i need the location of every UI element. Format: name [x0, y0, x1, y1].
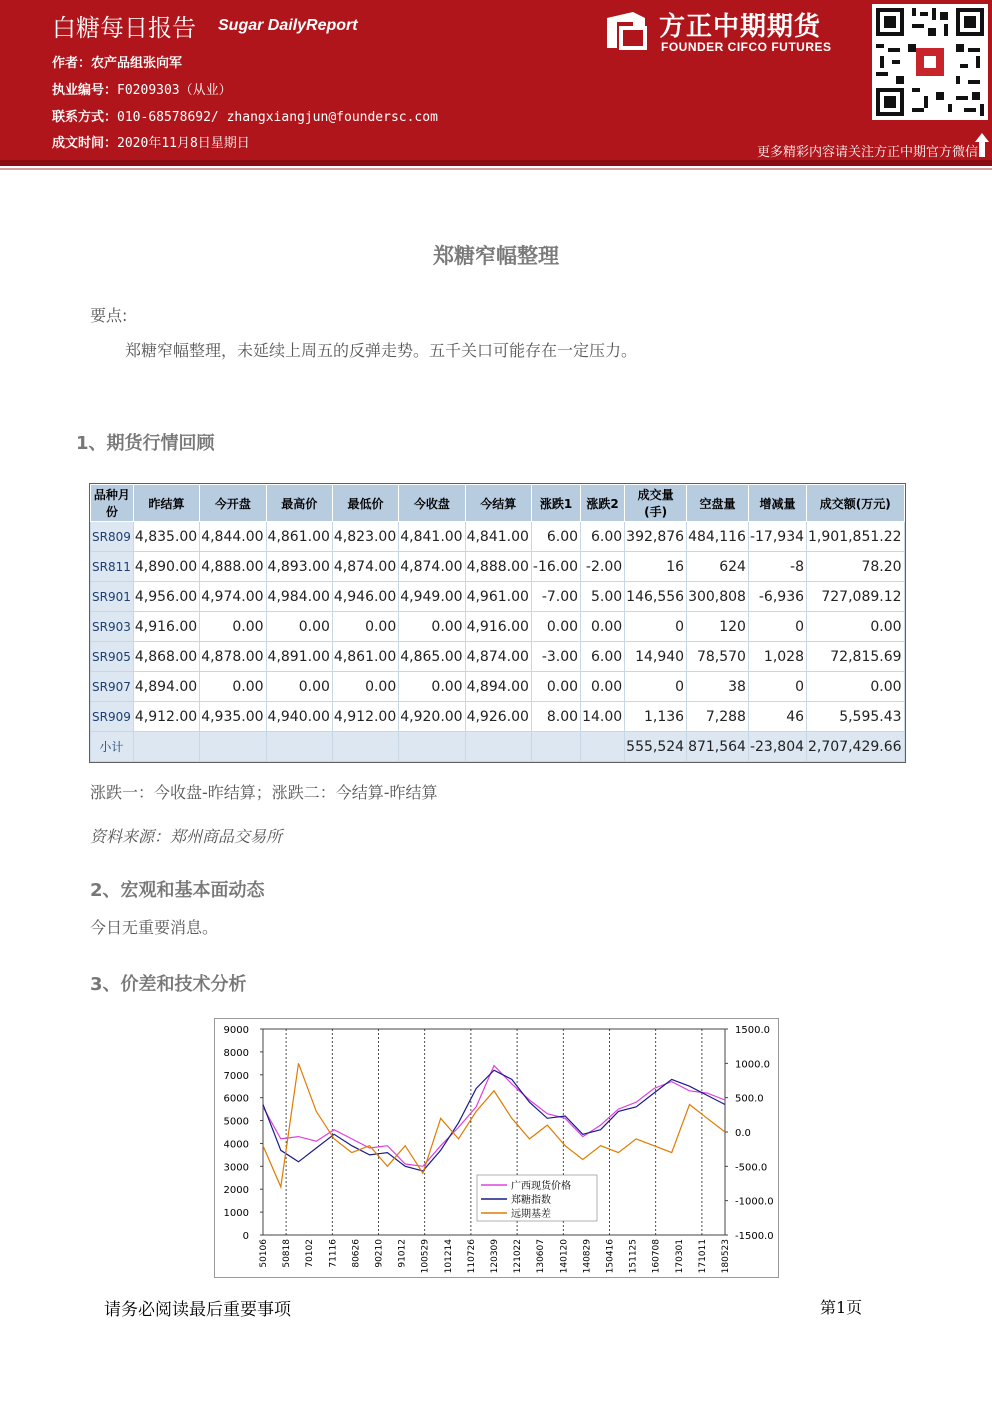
table-header: 品种月份: [91, 485, 134, 522]
logo-text-en: FOUNDER CIFCO FUTURES: [661, 40, 832, 54]
legend-label: 广西现货价格: [511, 1181, 571, 1192]
table-cell: [133, 732, 199, 762]
table-cell: -16.00: [531, 552, 580, 582]
keypoints-label: 要点:: [90, 306, 128, 325]
table-cell: 727,089.12: [807, 582, 905, 612]
table-cell: 14,940: [625, 642, 687, 672]
table-cell: 6.00: [531, 522, 580, 552]
table-header: 空盘量: [687, 485, 749, 522]
table-cell: -3.00: [531, 642, 580, 672]
y-left-tick-label: 1000: [223, 1208, 249, 1220]
table-cell: [399, 732, 465, 762]
table-cell: 4,890.00: [133, 552, 199, 582]
follow-wechat-text: 更多精彩内容请关注方正中期官方微信: [756, 145, 978, 160]
table-cell: 7,288: [687, 702, 749, 732]
contract-code-cell: SR901: [91, 582, 134, 612]
y-left-tick-label: 2000: [223, 1185, 249, 1197]
page-number: 第1页: [820, 1298, 863, 1317]
wechat-qr-code-icon: [872, 4, 988, 120]
table-cell: 4,940.00: [266, 702, 332, 732]
section-3-heading: 3、价差和技术分析: [90, 974, 247, 995]
table-cell: 4,868.00: [133, 642, 199, 672]
contract-code-cell: SR907: [91, 672, 134, 702]
table-cell: 4,920.00: [399, 702, 465, 732]
x-tick-label: 160708: [651, 1239, 662, 1274]
author-label: 作者：: [52, 56, 92, 71]
table-cell: [332, 732, 398, 762]
table-summary-row: [91, 732, 905, 762]
table-cell: -17,934: [748, 522, 806, 552]
futures-quote-table: [90, 484, 905, 762]
x-tick-label: 50106: [259, 1239, 269, 1268]
table-cell: 0.00: [332, 672, 398, 702]
x-tick-label: 130607: [536, 1239, 547, 1274]
table-cell: [266, 732, 332, 762]
table-cell: 4,844.00: [200, 522, 266, 552]
table-cell: 4,916.00: [465, 612, 531, 642]
table-cell: 146,556: [625, 582, 687, 612]
table-cell: 300,808: [687, 582, 749, 612]
table-cell: -23,804: [748, 732, 806, 762]
table-cell: 4,894.00: [133, 672, 199, 702]
license-label: 执业编号：: [52, 83, 118, 98]
table-cell: 14.00: [581, 702, 625, 732]
section-1-heading: 1、期货行情回顾: [76, 433, 215, 454]
x-tick-label: 140829: [582, 1239, 593, 1274]
change-definition-note: 涨跌一：今收盘-昨结算；涨跌二：今结算-昨结算: [90, 783, 438, 802]
keypoints-text: 郑糖窄幅整理，未延续上周五的反弹走势。五千关口可能存在一定压力。: [125, 341, 638, 360]
date-line: [52, 132, 250, 151]
table-header: 今收盘: [399, 485, 465, 522]
table-cell: 4,956.00: [133, 582, 199, 612]
table-header-row: [91, 485, 905, 522]
table-cell: -8: [748, 552, 806, 582]
table-cell: [465, 732, 531, 762]
table-cell: 16: [625, 552, 687, 582]
table-cell: 0.00: [581, 612, 625, 642]
table-cell: 0.00: [581, 672, 625, 702]
y-left-tick-label: 3000: [223, 1162, 249, 1174]
table-cell: 4,888.00: [465, 552, 531, 582]
table-cell: 0: [625, 672, 687, 702]
table-cell: 624: [687, 552, 749, 582]
table-cell: 0.00: [399, 672, 465, 702]
section-2-text: 今日无重要消息。: [90, 918, 219, 937]
x-tick-label: 121022: [513, 1239, 524, 1274]
table-cell: 4,823.00: [332, 522, 398, 552]
x-tick-label: 101214: [443, 1239, 454, 1274]
table-cell: 6.00: [581, 642, 625, 672]
table-cell: 4,841.00: [465, 522, 531, 552]
table-cell: 0.00: [807, 612, 905, 642]
table-cell: 0.00: [807, 672, 905, 702]
table-cell: 38: [687, 672, 749, 702]
x-tick-label: 171011: [697, 1239, 708, 1274]
company-logo: [603, 6, 863, 58]
author-value: 农产品组张向军: [91, 56, 183, 71]
table-cell: 78.20: [807, 552, 905, 582]
y-left-tick-label: 8000: [223, 1047, 249, 1059]
contract-code-cell: SR905: [91, 642, 134, 672]
contract-code-cell: SR809: [91, 522, 134, 552]
table-header: 涨跌2: [581, 485, 625, 522]
contact-label: 联系方式：: [52, 110, 118, 125]
table-cell: 72,815.69: [807, 642, 905, 672]
contract-code-cell: 小计: [91, 732, 134, 762]
x-tick-label: 50818: [282, 1239, 293, 1268]
table-cell: 4,888.00: [200, 552, 266, 582]
table-row: [91, 552, 905, 582]
legend-label: 郑糖指数: [511, 1195, 551, 1206]
up-arrow-icon: [974, 132, 990, 158]
table-cell: 4,912.00: [133, 702, 199, 732]
table-cell: -7.00: [531, 582, 580, 612]
table-cell: 4,974.00: [200, 582, 266, 612]
table-cell: 4,949.00: [399, 582, 465, 612]
table-cell: 4,893.00: [266, 552, 332, 582]
table-cell: 4,861.00: [332, 642, 398, 672]
table-cell: [200, 732, 266, 762]
header-divider: [0, 160, 992, 166]
x-tick-label: 120309: [490, 1239, 500, 1274]
table-cell: 4,861.00: [266, 522, 332, 552]
table-cell: -6,936: [748, 582, 806, 612]
table-body: [91, 522, 905, 762]
table-header: 最高价: [266, 485, 332, 522]
table-cell: 4,961.00: [465, 582, 531, 612]
y-left-tick-label: 4000: [223, 1139, 249, 1151]
logo-mark-icon: [603, 8, 649, 54]
table-cell: 392,876: [625, 522, 687, 552]
table-cell: -2.00: [581, 552, 625, 582]
y-left-tick-label: 5000: [223, 1116, 249, 1128]
table-row: [91, 642, 905, 672]
table-cell: 0.00: [332, 612, 398, 642]
x-tick-label: 150416: [605, 1239, 616, 1274]
x-tick-label: 91012: [397, 1239, 408, 1268]
table-row: [91, 672, 905, 702]
table-cell: 0.00: [200, 672, 266, 702]
table-header: 昨结算: [133, 485, 199, 522]
table-cell: 5,595.43: [807, 702, 905, 732]
y-right-tick-label: 500.0: [735, 1093, 764, 1105]
y-right-tick-label: -1500.0: [735, 1231, 774, 1242]
x-tick-label: 100529: [420, 1239, 431, 1274]
table-row: [91, 582, 905, 612]
license-value: F0209303（从业）: [117, 83, 232, 98]
table-cell: 4,894.00: [465, 672, 531, 702]
table-cell: 46: [748, 702, 806, 732]
x-tick-label: 90210: [374, 1239, 385, 1268]
date-label: 成文时间：: [52, 136, 118, 151]
table-cell: 0.00: [399, 612, 465, 642]
table-cell: 0.00: [531, 612, 580, 642]
table-cell: 4,984.00: [266, 582, 332, 612]
table-cell: 0.00: [200, 612, 266, 642]
x-tick-label: 80626: [351, 1239, 362, 1268]
table-header: 今结算: [465, 485, 531, 522]
table-cell: 4,926.00: [465, 702, 531, 732]
contract-code-cell: SR909: [91, 702, 134, 732]
table-cell: 4,835.00: [133, 522, 199, 552]
table-cell: [581, 732, 625, 762]
spread-chart: [214, 1018, 779, 1278]
table-cell: 484,116: [687, 522, 749, 552]
y-left-tick-label: 0: [242, 1231, 249, 1242]
document-title: 郑糖窄幅整理: [433, 244, 559, 268]
data-source-note: 资料来源：郑州商品交易所: [90, 827, 283, 846]
table-cell: 4,946.00: [332, 582, 398, 612]
y-right-tick-label: 1000.0: [735, 1059, 770, 1071]
x-tick-label: 140120: [559, 1239, 570, 1274]
table-cell: 4,865.00: [399, 642, 465, 672]
table-cell: 0.00: [531, 672, 580, 702]
x-tick-label: 110726: [466, 1239, 477, 1274]
table-cell: 5.00: [581, 582, 625, 612]
y-left-tick-label: 7000: [223, 1070, 249, 1082]
table-cell: 555,524: [625, 732, 687, 762]
logo-text-cn: 方正中期期货: [659, 12, 822, 42]
contact-value[interactable]: 010-68578692/ zhangxiangjun@foundersc.com: [117, 110, 438, 125]
header-thin-divider: [0, 168, 992, 170]
date-value: 2020年11月8日星期日: [117, 136, 250, 151]
table-row: [91, 612, 905, 642]
spread-chart-svg: [215, 1019, 778, 1277]
table-row: [91, 702, 905, 732]
contact-line: [52, 106, 438, 125]
table-row: [91, 522, 905, 552]
table-cell: 4,916.00: [133, 612, 199, 642]
table-cell: 6.00: [581, 522, 625, 552]
x-tick-label: 70102: [305, 1239, 316, 1268]
table-cell: 871,564: [687, 732, 749, 762]
table-header: 成交额(万元): [807, 485, 905, 522]
footer-notice: 请务必阅读最后重要事项: [104, 1300, 291, 1320]
y-left-tick-label: 6000: [223, 1093, 249, 1105]
table-cell: 8.00: [531, 702, 580, 732]
table-cell: 4,841.00: [399, 522, 465, 552]
table-cell: 1,136: [625, 702, 687, 732]
legend-label: 远期基差: [511, 1209, 551, 1220]
x-tick-label: 151125: [628, 1239, 639, 1274]
table-cell: 2,707,429.66: [807, 732, 905, 762]
table-cell: 78,570: [687, 642, 749, 672]
table-cell: 1,028: [748, 642, 806, 672]
section-2-heading: 2、宏观和基本面动态: [90, 880, 265, 901]
table-header: 最低价: [332, 485, 398, 522]
author-line: [52, 52, 182, 71]
license-line: [52, 79, 232, 98]
table-cell: 0: [748, 672, 806, 702]
contract-code-cell: SR811: [91, 552, 134, 582]
table-cell: 1,901,851.22: [807, 522, 905, 552]
table-cell: 4,878.00: [200, 642, 266, 672]
table-cell: 0: [625, 612, 687, 642]
table-header: 增减量: [748, 485, 806, 522]
table-header: 成交量(手): [625, 485, 687, 522]
y-right-tick-label: 1500.0: [735, 1025, 770, 1036]
table-cell: 4,891.00: [266, 642, 332, 672]
y-right-tick-label: -1000.0: [735, 1196, 774, 1208]
x-tick-label: 71116: [328, 1239, 339, 1268]
table-header: 今开盘: [200, 485, 266, 522]
table-header: 涨跌1: [531, 485, 580, 522]
table-cell: 120: [687, 612, 749, 642]
table-cell: 4,874.00: [332, 552, 398, 582]
table-cell: [531, 732, 580, 762]
table-cell: 0.00: [266, 672, 332, 702]
table-cell: 0.00: [266, 612, 332, 642]
table-cell: 4,935.00: [200, 702, 266, 732]
y-right-tick-label: 0.0: [735, 1128, 751, 1139]
table-cell: 4,874.00: [399, 552, 465, 582]
table-cell: 4,874.00: [465, 642, 531, 672]
x-tick-label: 180523: [721, 1239, 731, 1274]
x-tick-label: 170301: [674, 1239, 685, 1274]
table-cell: 0: [748, 612, 806, 642]
contract-code-cell: SR903: [91, 612, 134, 642]
report-title-cn: 白糖每日报告: [52, 14, 196, 42]
report-title-en: Sugar DailyReport: [218, 17, 358, 34]
table-cell: 4,912.00: [332, 702, 398, 732]
y-left-tick-label: 9000: [223, 1025, 249, 1036]
y-right-tick-label: -500.0: [735, 1162, 768, 1174]
